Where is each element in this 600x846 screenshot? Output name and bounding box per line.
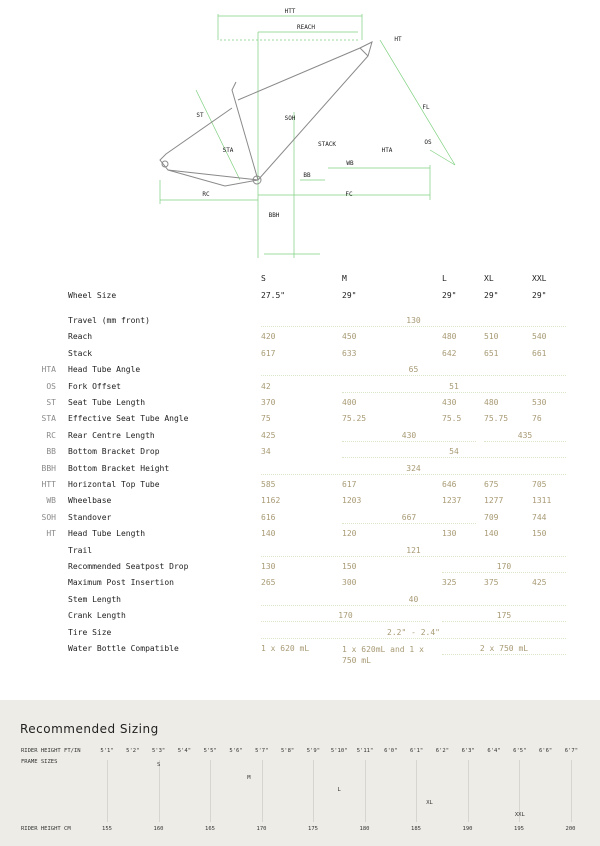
row-label: Seat Tube Length — [68, 398, 146, 407]
row-value: 150 — [342, 562, 357, 571]
cm-gridline — [416, 760, 417, 822]
row-value: 34 — [261, 447, 271, 457]
feet-tick: 5'1" — [100, 748, 114, 754]
row-value: 75 — [261, 414, 271, 424]
row-value: 265 — [261, 578, 276, 588]
row-label: Recommended Seatpost Drop — [68, 562, 189, 571]
row-value: 140 — [261, 529, 276, 539]
frame-size-marker: XXL — [514, 812, 525, 818]
row-value: 530 — [532, 398, 547, 407]
row-abbreviation: WB — [46, 496, 56, 506]
cm-tick: 160 — [153, 826, 164, 832]
cm-tick: 185 — [411, 826, 421, 832]
wheel-size-row — [0, 289, 600, 305]
row-abbreviation: STA — [41, 414, 56, 424]
frame-size-marker: M — [247, 774, 251, 781]
label-ht: HT — [394, 36, 402, 43]
row-span-value: 170 — [442, 562, 566, 573]
row-label: Effective Seat Tube Angle — [68, 414, 189, 424]
geometry-row — [0, 347, 600, 363]
feet-tick: 6'6" — [538, 748, 553, 754]
frame-size-marker: S — [156, 762, 161, 768]
cm-tick: 180 — [359, 826, 370, 832]
label-bb: BB — [303, 172, 311, 179]
row-span-value: 121 — [261, 546, 566, 557]
feet-tick: 5'4" — [177, 748, 192, 754]
cm-gridline — [262, 760, 263, 822]
row-label: Stem Length — [68, 594, 121, 604]
row-abbreviation: SOH — [41, 512, 56, 522]
row-span-value: 51 — [342, 382, 566, 393]
geometry-row — [0, 593, 600, 609]
row-value: 1203 — [342, 496, 362, 506]
geometry-row — [0, 642, 600, 665]
frame-sizes-label: FRAME SIZES — [21, 759, 58, 765]
row-value: 617 — [342, 480, 357, 489]
row-value: 130 — [442, 529, 457, 539]
geometry-row — [0, 429, 600, 445]
row-span-value: 54 — [342, 447, 566, 458]
row-label: Bottom Bracket Drop — [68, 447, 160, 457]
cm-gridline — [468, 760, 469, 822]
row-span-value: 324 — [261, 464, 566, 475]
row-value: 1277 — [484, 496, 504, 506]
row-abbreviation: OS — [46, 381, 56, 391]
geometry-row — [0, 412, 600, 428]
row-value: 430 — [442, 398, 457, 407]
label-fc: FC — [345, 191, 353, 198]
label-reach: REACH — [296, 24, 316, 31]
row-value: 709 — [484, 512, 499, 522]
rider-height-ft-label: RIDER HEIGHT FT/IN — [21, 748, 81, 754]
row-value: 42 — [261, 381, 271, 391]
feet-tick: 5'2" — [126, 748, 140, 754]
feet-tick: 6'7" — [564, 748, 579, 754]
cm-tick: 175 — [308, 826, 318, 832]
cm-tick: 165 — [205, 826, 215, 832]
label-os: OS — [424, 139, 432, 146]
row-value: 480 — [442, 332, 457, 342]
cm-tick: 155 — [102, 826, 112, 832]
row-span-value: 2 x 750 mL — [442, 644, 566, 655]
cm-gridline — [365, 760, 366, 822]
cm-tick: 195 — [514, 826, 524, 832]
row-value: 651 — [484, 348, 499, 358]
geometry-row — [0, 478, 600, 494]
row-value: 370 — [261, 398, 276, 407]
cm-gridline — [313, 760, 314, 822]
row-value: 1 x 620mL and 1 x 750 mL — [342, 645, 424, 665]
row-label: Horizontal Top Tube — [68, 480, 160, 489]
wheel-size-m: 29" — [342, 291, 357, 300]
size-header-xxl: XXL — [532, 274, 547, 283]
wheel-size-s: 27.5" — [261, 291, 286, 300]
row-value: 325 — [442, 578, 457, 588]
size-header-m: M — [342, 274, 347, 283]
size-header-xl: XL — [484, 274, 494, 283]
geometry-row — [0, 609, 600, 625]
label-bbh: BBH — [268, 212, 280, 219]
geometry-row — [0, 511, 600, 527]
row-label: Tire Size — [68, 627, 112, 637]
feet-tick: 5'7" — [255, 748, 269, 754]
feet-tick: 5'3" — [151, 748, 166, 754]
row-label: Reach — [68, 332, 93, 342]
row-value: 705 — [532, 480, 547, 489]
row-value: 1162 — [261, 496, 281, 506]
row-value: 675 — [484, 480, 499, 489]
row-value: 375 — [484, 578, 499, 588]
row-value: 540 — [532, 332, 547, 342]
label-rc: RC — [202, 191, 210, 198]
row-value: 633 — [342, 348, 357, 358]
row-value: 480 — [484, 398, 499, 407]
row-value: 75.25 — [342, 414, 367, 424]
geometry-row — [0, 330, 600, 346]
wheel-size-l: 29" — [442, 291, 457, 300]
row-value: 1 x 620 mL — [261, 644, 310, 653]
row-abbreviation: HT — [46, 529, 56, 539]
geometry-row — [0, 527, 600, 543]
row-label: Head Tube Length — [68, 529, 146, 539]
cm-tick: 170 — [256, 826, 267, 832]
dimension-lines — [160, 14, 455, 258]
label-st: ST — [196, 112, 204, 119]
row-value: 642 — [442, 348, 457, 358]
label-stack: STACK — [317, 141, 337, 148]
row-span-value: 667 — [342, 513, 476, 524]
row-value: 130 — [261, 562, 276, 571]
row-value: 400 — [342, 398, 357, 407]
label-fl: FL — [422, 104, 430, 111]
feet-tick: 6'4" — [487, 748, 501, 754]
feet-tick: 5'11" — [356, 748, 374, 754]
cm-tick: 190 — [462, 826, 473, 832]
wheel-size-xxl: 29" — [532, 291, 547, 300]
rider-height-cm-label: RIDER HEIGHT CM — [21, 826, 71, 832]
cm-tick: 200 — [565, 826, 576, 832]
label-sta: STA — [222, 147, 234, 154]
geometry-row — [0, 462, 600, 478]
row-span-value: 435 — [484, 431, 566, 442]
row-label: Rear Centre Length — [68, 430, 155, 440]
bike-frame — [160, 42, 372, 186]
row-label: Wheelbase — [68, 496, 112, 506]
row-value: 75.75 — [484, 414, 509, 424]
feet-tick: 5'6" — [229, 748, 243, 754]
row-value: 585 — [261, 480, 276, 489]
row-value: 140 — [484, 529, 499, 539]
feet-tick: 5'10" — [330, 748, 348, 754]
row-value: 425 — [261, 430, 276, 440]
label-hta: HTA — [381, 147, 393, 154]
feet-tick: 6'0" — [384, 748, 398, 754]
row-abbreviation: ST — [46, 398, 56, 407]
cm-gridline — [107, 760, 108, 822]
row-value: 76 — [532, 414, 542, 424]
geometry-row — [0, 445, 600, 461]
row-value: 1237 — [442, 496, 462, 506]
row-abbreviation: HTT — [41, 480, 56, 489]
row-value: 425 — [532, 578, 547, 588]
feet-tick: 5'9" — [306, 748, 321, 754]
row-span-value: 430 — [342, 431, 476, 442]
size-header-s: S — [261, 274, 266, 283]
row-abbreviation: BB — [46, 447, 56, 457]
row-span-value: 170 — [261, 611, 430, 622]
row-label: Fork Offset — [68, 381, 121, 391]
row-value: 150 — [532, 529, 547, 539]
feet-tick: 5'8" — [280, 748, 295, 754]
row-span-value: 40 — [261, 595, 566, 606]
geometry-row — [0, 363, 600, 379]
frame-size-marker: L — [337, 787, 341, 793]
geometry-diagram — [0, 0, 600, 262]
row-value: 646 — [442, 480, 457, 489]
size-header-l: L — [442, 274, 447, 283]
row-value: 120 — [342, 529, 357, 539]
feet-tick: 6'3" — [461, 748, 475, 754]
row-value: 420 — [261, 332, 276, 342]
row-value: 661 — [532, 348, 547, 358]
feet-tick: 6'1" — [409, 748, 424, 754]
geometry-row — [0, 626, 600, 642]
row-value: 75.5 — [442, 414, 462, 424]
row-value: 450 — [342, 332, 357, 342]
feet-tick: 6'2" — [435, 748, 450, 754]
cm-gridline — [210, 760, 211, 822]
row-label: Maximum Post Insertion — [68, 578, 174, 588]
row-label: Stack — [68, 348, 93, 358]
geometry-row — [0, 314, 600, 330]
row-label: Travel (mm front) — [68, 316, 150, 325]
cm-gridline — [571, 760, 572, 822]
row-value: 1311 — [532, 496, 552, 506]
row-span-value: 2.2" - 2.4" — [261, 628, 566, 639]
geometry-row — [0, 560, 600, 576]
row-value: 616 — [261, 512, 276, 522]
row-abbreviation: HTA — [41, 365, 56, 375]
row-value: 300 — [342, 578, 357, 588]
row-label: Head Tube Angle — [68, 365, 141, 375]
row-value: 617 — [261, 348, 276, 358]
cm-gridline — [159, 760, 160, 822]
feet-tick: 5'5" — [203, 748, 217, 754]
row-label: Crank Length — [68, 611, 126, 621]
row-value: 744 — [532, 512, 547, 522]
wheel-size-xl: 29" — [484, 291, 499, 300]
row-abbreviation: BBH — [41, 463, 56, 473]
row-span-value: 65 — [261, 365, 566, 376]
row-label: Water Bottle Compatible — [68, 644, 179, 653]
frame-size-marker: XL — [426, 799, 433, 806]
label-htt: HTT — [284, 8, 296, 15]
geometry-row — [0, 576, 600, 592]
row-abbreviation: RC — [46, 430, 56, 440]
row-span-value: 175 — [442, 611, 566, 622]
row-value: 510 — [484, 332, 499, 342]
feet-tick: 6'5" — [513, 748, 527, 754]
geometry-row — [0, 396, 600, 412]
row-label: Standover — [68, 512, 112, 522]
row-label: Trail — [68, 545, 93, 555]
geometry-row — [0, 544, 600, 560]
row-span-value: 130 — [261, 316, 566, 327]
geometry-row — [0, 380, 600, 396]
row-label: Wheel Size — [68, 291, 117, 300]
recommended-sizing — [0, 700, 600, 846]
geometry-table — [0, 262, 600, 682]
geometry-row — [0, 494, 600, 510]
row-label: Bottom Bracket Height — [68, 463, 170, 473]
label-soh: SOH — [284, 115, 296, 122]
sizing-title: Recommended Sizing — [20, 722, 159, 736]
label-wb: WB — [346, 160, 354, 167]
